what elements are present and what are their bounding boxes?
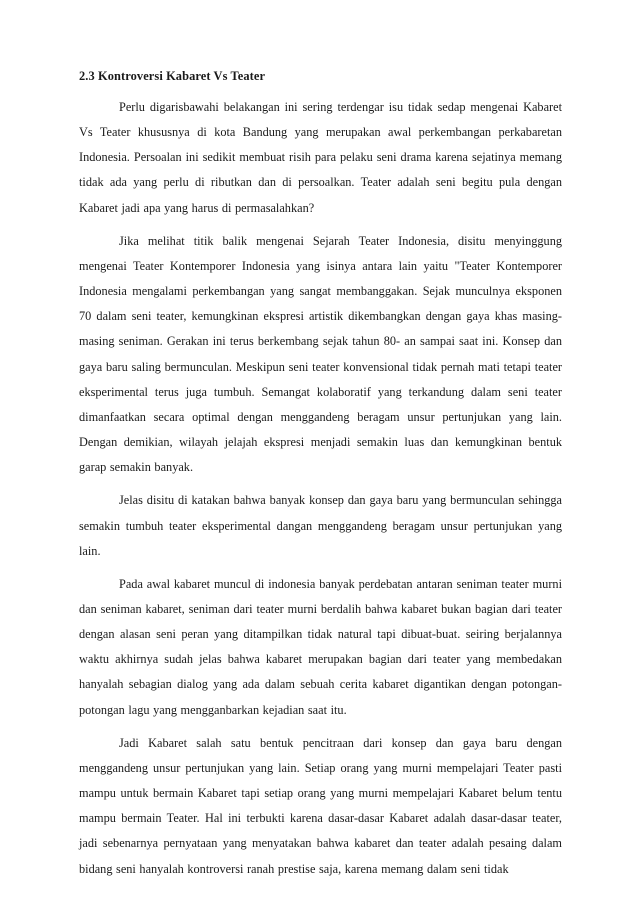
paragraph-5: Jadi Kabaret salah satu bentuk pencitraan dari konsep dan gaya baru dengan menggandeng unsur pertunjukan yang lain. Setiap orang yang murni mempelajari Teater pasti mampu untuk bermain Kabaret tapi setiap orang yang murni mempelajari Kabaret belum tentu mampu bermain Teater. Hal ini terbukti karena dasar-dasar Kabaret adalah dasar-dasar teater, jadi sebenarnya pernyataan yang menyatakan bahwa kabaret dan teater adalah pesaing dalam bidang seni hanyalah kontroversi ranah prestise saja, karena memang dalam seni tidak — [79, 735, 562, 876]
paragraph-4: Pada awal kabaret muncul di indonesia banyak perdebatan antaran seniman teater murni dan seniman kabaret, seniman dari teater murni berdalih bahwa kabaret bukan bagian dari teater dengan alasan seni peran yang ditampilkan tidak natural tapi dibuat-buat. seiring berjalannya waktu akhirnya sudah jelas bahwa kabaret merupakan bagian dari teater yang membedakan hanyalah sebagian dialog yang ada dalam sebuah cerita kabaret digantikan dengan potongan-potongan lagu yang mengganbarkan kejadian saat itu. — [79, 576, 562, 717]
section-heading: 2.3 Kontroversi Kabaret Vs Teater — [79, 69, 266, 83]
document-body — [79, 68, 562, 890]
paragraph-3: Jelas disitu di katakan bahwa banyak konsep dan gaya baru yang bermunculan sehingga semakin tumbuh teater eksperimental dangan menggandeng beragam unsur pertunjukan yang lain. — [79, 493, 562, 558]
paragraph-2: Jika melihat titik balik mengenai Sejarah Teater Indonesia, disitu menyinggung mengenai Teater Kontemporer Indonesia yang isinya antara lain yaitu "Teater Kontemporer Indonesia mengalami perkembangan yang sangat membanggakan. Sejak munculnya eksponen 70 dalam seni teater, kemungkinan ekspresi artistik dikembangkan dengan gaya khas masing-masing seniman. Gerakan ini terus berkembang sejak tahun 80- an sampai saat ini. Konsep dan gaya baru saling bermunculan. Meskipun seni teater konvensional tidak pernah mati tetapi teater eksperimental terus juga tumbuh. Semangat kolaboratif yang terkandung dalam seni teater dimanfaatkan secara optimal dengan menggandeng beragam unsur pertunjukan yang lain. Dengan demikian, wilayah jelajah ekspresi menjadi semakin luas dan kemungkinan bentuk garap semakin banyak. — [79, 233, 562, 475]
paragraph-1: Perlu digarisbawahi belakangan ini sering terdengar isu tidak sedap mengenai Kabaret Vs Teater khususnya di kota Bandung yang merupakan awal perkembangan perkabaretan Indonesia. Persoalan ini sedikit membuat risih para pelaku seni drama karena sejatinya memang tidak ada yang perlu di ributkan dan di persoalkan. Teater adalah seni begitu pula dengan Kabaret jadi apa yang harus di permasalahkan? — [79, 100, 562, 215]
